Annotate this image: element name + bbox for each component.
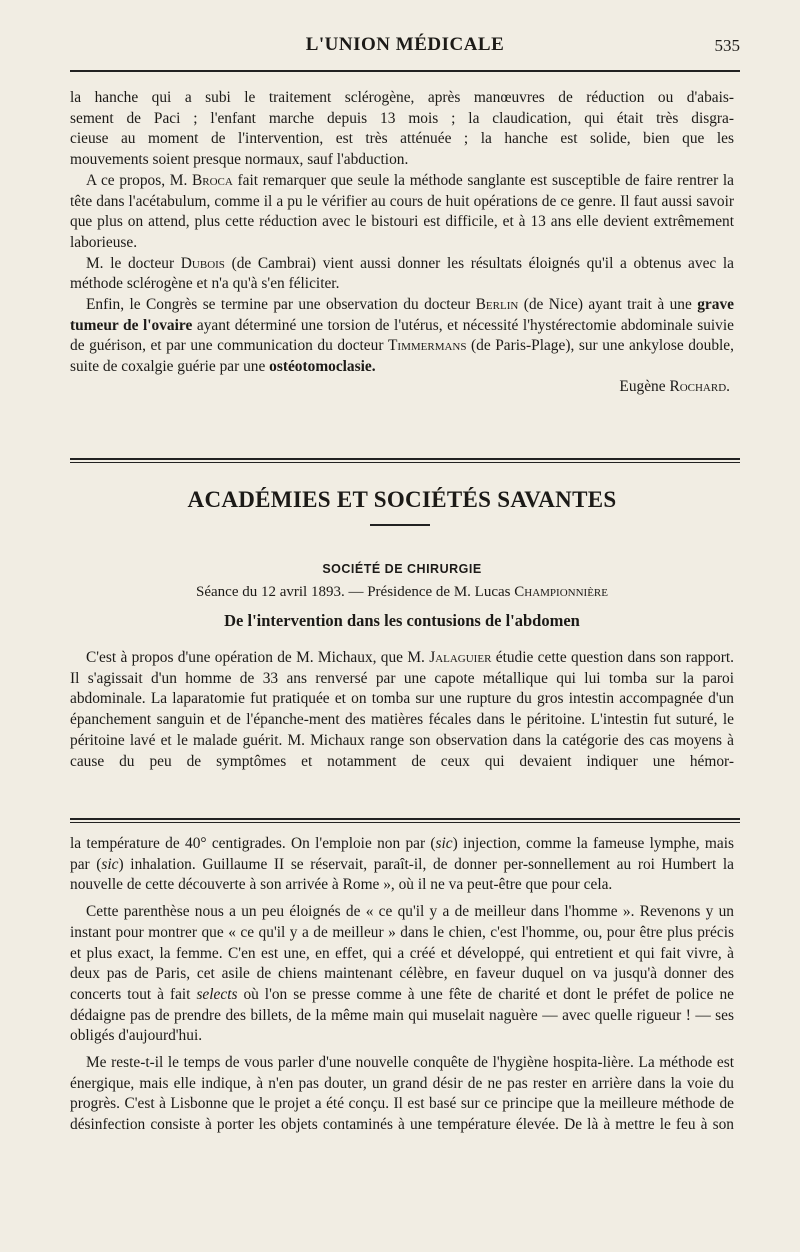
text-span: A ce propos, M. [86, 171, 188, 189]
person-name-broca: Broca [192, 171, 233, 189]
signature-first-name: Eugène [619, 377, 666, 395]
signature-last-name: Rochard. [669, 377, 730, 395]
text-span: fait remarquer que seule la méthode sanglante est susceptible de faire rentrer la tête dans l'acétabulum, comme il a pu le vérifier au cours de huit opérations de ce genre. Il faut aussi savoir que plus on attend, plus cette réduction avec le bistouri est difficile, et à 13 ans elle devient extrêmement laborieuse. [70, 171, 734, 251]
header-rule [70, 70, 740, 72]
sic-mark: sic [101, 855, 119, 873]
text-span: ) inhalation. Guillaume II se réservait, paraît-il, de donner per-sonnellement au roi Humbert la nouvelle de cette découverte à son arrivée à Rome », où il ne va peut-être que pour cela. [70, 855, 735, 894]
person-name-berlin: Berlin [475, 296, 519, 314]
text-span: la température de 40° centigrades. On l'emploie non par ( [70, 835, 436, 852]
paragraph-jalaguier [70, 648, 734, 772]
bold-phrase-osteotomoclasie: ostéotomoclasie. [269, 358, 376, 376]
bottom-article [70, 834, 734, 1136]
top-article [70, 88, 734, 396]
society-name: SOCIÉTÉ DE CHIRURGIE [322, 562, 482, 576]
paragraph-hip-line-1: la hanche qui a subi le traitement sclérogène, après manœuvres de réduction ou d'abais- [70, 89, 734, 106]
paragraph-broca [70, 171, 734, 254]
text-span: ayant déterminé une torsion de l'utérus, et nécessité l'hystérectomie abdominale suivie de guérison, et par une communication du docteur [70, 316, 734, 355]
page-number: 535 [714, 36, 740, 55]
text-span: étudie cette question dans son rapport. Il s'agissait d'un homme de 33 ans renversé par une capote métallique qui lui tomba sur la paroi abdominale. La laparatomie fut pratiquée et on tomba sur une rupture du gros intestin accompagnée d'un épanchement sanguin et de l'épanche-ment des matières fécales dans le péritoine. L'intestin fut suturé, le péritoine lavé et le malade guérit. M. Michaux range son observation dans la catégorie des cas moyens à cause du peu de symptômes et notamment de ceux qui devaient indiquer une hémor- [70, 649, 735, 770]
paragraph-hip-line-4: mouvements soient presque normaux, sauf l'abduction. [70, 151, 409, 169]
section-article-body [70, 648, 734, 772]
bold-phrase-tumor: grave tumeur de l'ovaire [70, 296, 734, 334]
paragraph-hospital-hygiene: Me reste-t-il le temps de vous parler d'une nouvelle conquête de l'hygiène hospita-lière. La méthode est énergique, mais elle indique, à n'en pas douter, un grand désir de ne pas rester en arrière dans la voie du progrès. C'est à Lisbonne que le projet a été conçu. Il est basé sur ce principe que la meilleure méthode de désinfection consiste à porter les objets contaminés à une température élevée. De là à mettre le feu à son [70, 1054, 734, 1134]
text-span: où l'on se presse comme à une fête de charité et dont le préfet de police ne dédaigne pas de prendre des billets, de la même main qui muselait naguère — avec quelle rigueur ! — ses obligés d'aujourd'hui. [70, 985, 734, 1045]
paragraph-hip-line-2: sement de Paci ; l'enfant marche depuis 13 mois ; la claudication, qui était très disgra- [70, 109, 734, 127]
paragraph-inhalation [70, 834, 734, 896]
text-span: C'est à propos d'une opération de M. Michaux, que M. [86, 649, 425, 666]
italic-selects: selects [196, 985, 238, 1003]
paragraph-congress [70, 295, 734, 378]
paragraph-dog-asylum [70, 902, 734, 1047]
seance-text: Séance du 12 avril 1893. — Présidence de M. Lucas [196, 584, 511, 600]
signature [70, 378, 734, 396]
section-separator-rule [70, 458, 740, 463]
text-span: ) injection, comme la fameuse lymphe, mais par ( [70, 835, 734, 873]
title-short-rule [370, 524, 430, 526]
text-span: Enfin, le Congrès se termine par une observation du docteur [86, 296, 471, 314]
article-title: De l'intervention dans les contusions de l'abdomen [224, 611, 580, 630]
paragraph-dubois [70, 254, 734, 295]
text-span: (de Nice) ayant trait à une [523, 296, 692, 314]
text-span: M. le docteur [86, 254, 175, 272]
running-title: L'UNION MÉDICALE [305, 34, 505, 55]
person-name-dubois: Dubois [180, 254, 225, 272]
paragraph-hip-line-3: cieuse au moment de l'intervention, est très atténuée ; la hanche est solide, bien que les [70, 130, 734, 148]
page-header [70, 34, 740, 66]
text-span: (de Paris-Plage), sur une ankylose double, suite de coxalgie guérie par une [70, 337, 734, 376]
text-span: Cette parenthèse nous a un peu éloignés de « ce qu'il y a de meilleur dans l'homme ». Revenons y un instant pour montrer que « ce qu'il y a de meilleur » dans le chien, c'est l'homme, ou, pour être plus précis et plus exact, la femme. C'en est une, en effet, qui a créé et développé, qui entretient et qui fait vivre, à deux pas de Paris, cet asile de chiens maintenant célèbre, en faveur duquel on va jusqu'à donner des concerts tout à fait [70, 903, 734, 1003]
person-name-timmermans: Timmermans [388, 337, 467, 355]
seance-line [70, 584, 734, 601]
text-span: (de Cambrai) vient aussi donner les résultats éloignés qu'il a obtenus avec la méthode sclérogène et n'a qu'à s'en féliciter. [70, 254, 734, 293]
column-break-rule [70, 818, 740, 823]
person-name-jalaguier: Jalaguier [429, 649, 492, 666]
section-title: ACADÉMIES ET SOCIÉTÉS SAVANTES [187, 487, 617, 512]
sic-mark: sic [435, 835, 453, 852]
president-name: Championnière [514, 584, 608, 600]
